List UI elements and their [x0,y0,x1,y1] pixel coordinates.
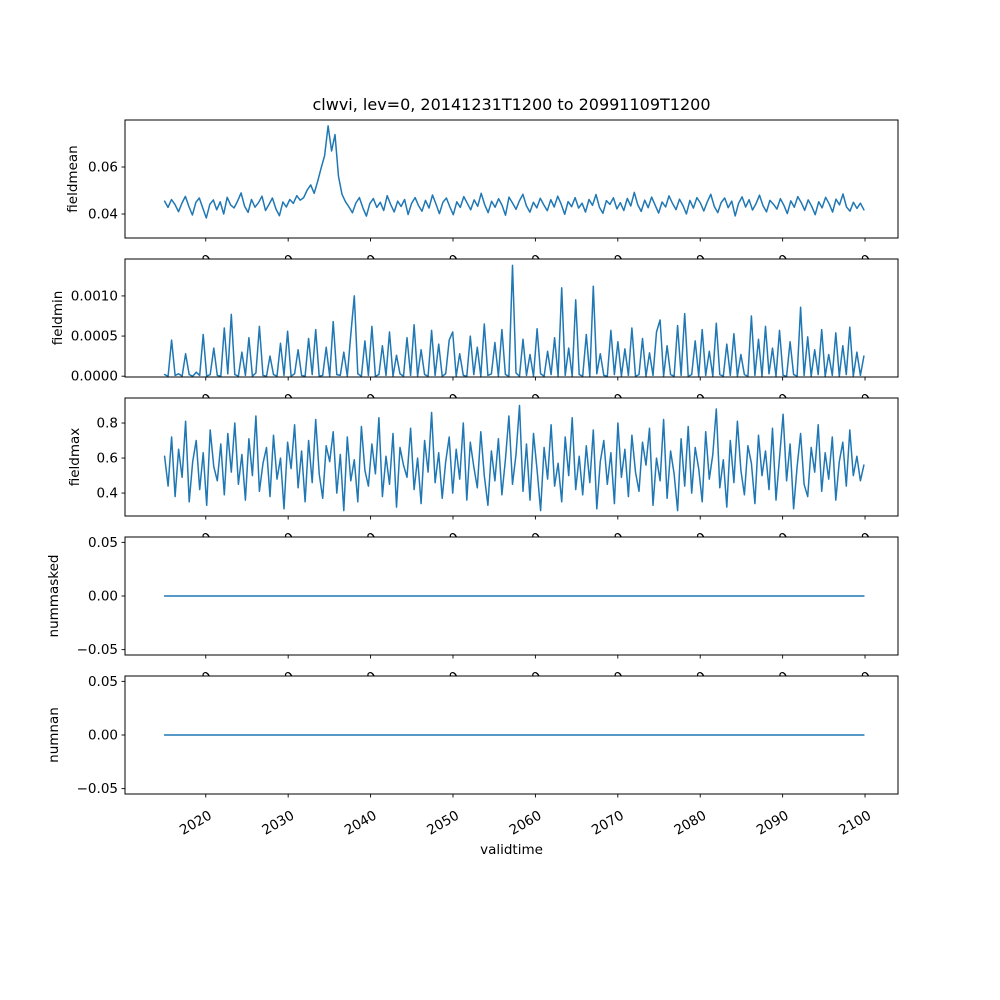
axes-background [125,120,898,238]
y-tick-label: 0.06 [87,159,118,176]
y-tick-label: 0.8 [96,415,118,432]
x-tick-label: 2080 [671,807,710,839]
y-tick-label: −0.05 [76,642,118,659]
y-axis-title-numnan: numnan [46,707,62,763]
y-tick-label: 0.00 [87,727,118,744]
x-tick-label: 2030 [259,807,298,839]
y-tick-label: −0.05 [76,781,118,798]
y-axis-title-fieldmin: fieldmin [50,290,66,346]
x-tick-label: 2020 [177,807,215,839]
subplot-fieldmin [71,259,898,422]
x-axis-title: validtime [480,842,543,858]
y-tick-label: 0.05 [87,673,118,690]
y-axis-title-fieldmax: fieldmax [67,427,83,487]
x-tick-label: 2060 [506,807,545,839]
x-tick-label: 2100 [836,807,875,839]
x-tick-label: 2040 [341,807,380,839]
subplot-nummasked [77,535,898,700]
subplot-fieldmean [88,120,898,283]
y-tick-label: 0.0000 [70,368,118,385]
y-tick-label: 0.0005 [70,328,118,345]
chart-title: clwvi, lev=0, 20141231T1200 to 20991109T1200 [312,95,711,114]
y-axis-title-nummasked: nummasked [46,554,62,638]
x-tick-label: 2070 [589,807,627,839]
y-tick-label: 0.05 [87,534,118,551]
subplot-fieldmax [97,398,898,561]
y-tick-label: 0.0010 [70,288,118,305]
y-tick-label: 0.4 [96,485,118,502]
y-tick-label: 0.00 [87,588,118,605]
y-axis-title-fieldmean: fieldmean [65,145,81,213]
x-tick-label: 2050 [424,807,462,839]
subplot-numnan [77,674,898,839]
y-tick-label: 0.04 [87,206,118,223]
y-tick-label: 0.6 [96,450,118,467]
x-tick-label: 2090 [753,807,792,839]
